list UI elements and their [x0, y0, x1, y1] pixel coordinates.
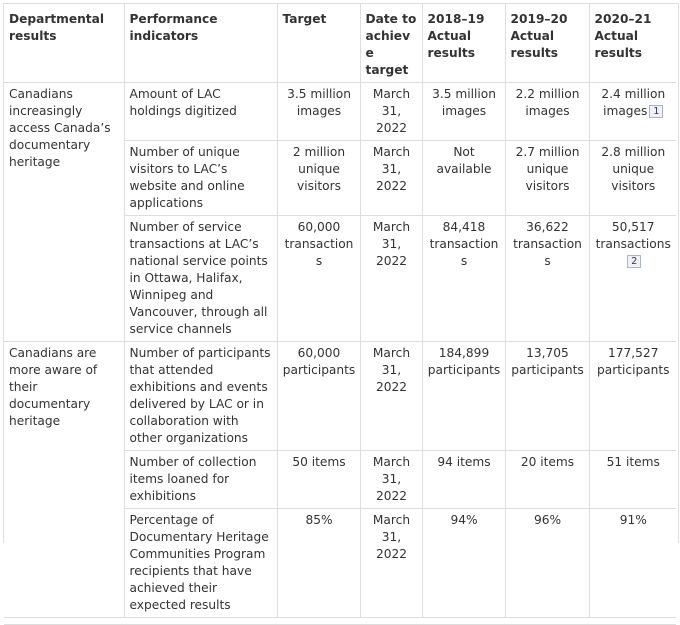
- header-2018-19: 2018–19 Actual results: [422, 4, 505, 83]
- result-2018-19-cell: Not available: [422, 141, 505, 216]
- table-row: [4, 342, 676, 451]
- target-cell: 2 million unique visitors: [277, 141, 360, 216]
- departmental-result-cell: Canadians increasingly access Canada’s documentary heritage: [4, 83, 124, 342]
- result-2018-19-cell: 94 items: [422, 451, 505, 509]
- date-cell: March 31, 2022: [360, 342, 422, 451]
- result-2019-20-cell: 20 items: [505, 451, 589, 509]
- result-2019-20-cell: 13,705 participants: [505, 342, 589, 451]
- indicator-cell: Percentage of Documentary Heritage Communities Program recipients that have achieved their expected results: [124, 509, 277, 618]
- table-footer-row: [4, 618, 676, 625]
- table-row: [4, 83, 676, 141]
- header-date-to-achieve: Date to achieve target: [360, 4, 422, 83]
- departmental-result-cell: Canadians are more aware of their documentary heritage: [4, 342, 124, 618]
- result-2020-21-cell: [589, 216, 676, 342]
- header-target: Target: [277, 4, 360, 83]
- results-table-panel: [3, 3, 679, 612]
- target-cell: 3.5 million images: [277, 83, 360, 141]
- result-2019-20-cell: 2.2 million images: [505, 83, 589, 141]
- indicator-cell: Number of participants that attended exhibitions and events delivered by LAC or in collaboration with other organizations: [124, 342, 277, 451]
- result-value: 2.4 million images: [601, 87, 666, 118]
- header-performance-indicators: Performance indicators: [124, 4, 277, 83]
- indicator-cell: Amount of LAC holdings digitized: [124, 83, 277, 141]
- indicator-cell: Number of unique visitors to LAC’s website and online applications: [124, 141, 277, 216]
- header-departmental-results: Departmental results: [4, 4, 124, 83]
- result-2019-20-cell: 36,622 transactions: [505, 216, 589, 342]
- result-2020-21-cell: 91%: [589, 509, 676, 618]
- result-2020-21-cell: 51 items: [589, 451, 676, 509]
- date-cell: March 31, 2022: [360, 216, 422, 342]
- results-table: [4, 4, 676, 625]
- result-2018-19-cell: 3.5 million images: [422, 83, 505, 141]
- result-value: 50,517 transactions: [595, 220, 671, 251]
- table-header-row: [4, 4, 676, 83]
- date-cell: March 31, 2022: [360, 83, 422, 141]
- footnote-link[interactable]: 1: [649, 105, 663, 118]
- target-cell: 50 items: [277, 451, 360, 509]
- indicator-cell: Number of service transactions at LAC’s national service points in Ottawa, Halifax, Winnipeg and Vancouver, through all service channels: [124, 216, 277, 342]
- header-2020-21: 2020–21 Actual results: [589, 4, 676, 83]
- result-2020-21-cell: [589, 83, 676, 141]
- footnote-link[interactable]: 2: [627, 255, 641, 268]
- indicator-cell: Number of collection items loaned for exhibitions: [124, 451, 277, 509]
- date-cell: March 31, 2022: [360, 141, 422, 216]
- table-footer-cell: [4, 618, 676, 625]
- target-cell: 60,000 transactions: [277, 216, 360, 342]
- result-2018-19-cell: 84,418 transactions: [422, 216, 505, 342]
- date-cell: March 31, 2022: [360, 451, 422, 509]
- result-2020-21-cell: 2.8 million unique visitors: [589, 141, 676, 216]
- result-2019-20-cell: 96%: [505, 509, 589, 618]
- result-2019-20-cell: 2.7 million unique visitors: [505, 141, 589, 216]
- header-2019-20: 2019–20 Actual results: [505, 4, 589, 83]
- target-cell: 60,000 participants: [277, 342, 360, 451]
- date-cell: March 31, 2022: [360, 509, 422, 618]
- result-2018-19-cell: 94%: [422, 509, 505, 618]
- target-cell: 85%: [277, 509, 360, 618]
- result-2020-21-cell: 177,527 participants: [589, 342, 676, 451]
- result-2018-19-cell: 184,899 participants: [422, 342, 505, 451]
